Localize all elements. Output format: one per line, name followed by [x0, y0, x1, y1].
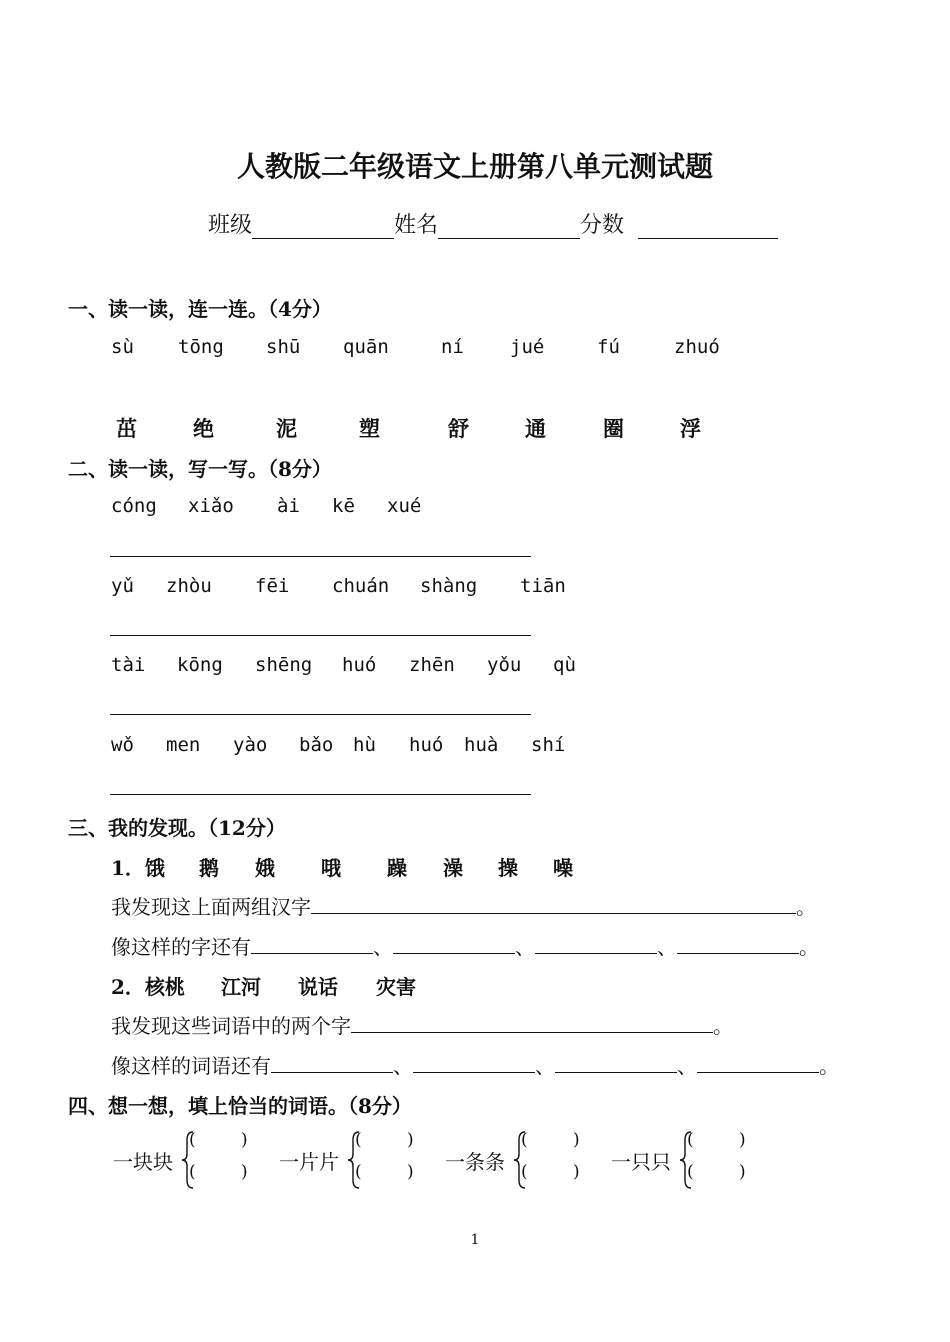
q2-like-line	[111, 1050, 839, 1079]
separator: 、	[535, 1054, 555, 1078]
separator: 、	[657, 935, 677, 959]
pinyin-item: kōng	[177, 654, 223, 676]
pinyin-item: shū	[266, 336, 301, 358]
pinyin-item: tài	[111, 654, 146, 676]
q1-like-text: 像这样的字还有	[111, 935, 251, 959]
name-label: 姓名	[394, 213, 439, 238]
pinyin-item: zhuó	[674, 336, 720, 358]
group-label: 一片片	[279, 1150, 339, 1174]
pinyin-item: qù	[553, 654, 576, 676]
pinyin-item: yǒu	[487, 654, 522, 676]
paren-right: )	[407, 1130, 414, 1150]
pinyin-item: huà	[464, 734, 499, 756]
q1-char: 操	[498, 856, 518, 880]
score-blank[interactable]	[638, 214, 778, 239]
paren-right: )	[739, 1130, 746, 1150]
q1-discover-text: 我发现这上面两组汉字	[111, 895, 311, 919]
paren-left: (	[687, 1162, 694, 1182]
separator: 、	[515, 935, 535, 959]
class-blank[interactable]	[252, 214, 394, 239]
q1-char: 鹅	[199, 856, 219, 880]
pinyin-item: huó	[342, 654, 377, 676]
page-number: 1	[470, 1232, 480, 1248]
match-char[interactable]: 浮	[680, 416, 701, 441]
q2-discover-text: 我发现这些词语中的两个字	[111, 1014, 351, 1038]
q2-like-text: 像这样的词语还有	[111, 1054, 271, 1078]
write-line[interactable]	[110, 714, 531, 715]
q1-label: 1．饿	[111, 856, 165, 880]
section-4-heading: 四、想一想，填上恰当的词语。（8分）	[68, 1094, 412, 1118]
pinyin-item: zhēn	[409, 654, 455, 676]
match-char[interactable]: 绝	[193, 416, 214, 441]
paren-right: )	[739, 1162, 746, 1182]
pinyin-item: hù	[353, 734, 376, 756]
paren-left: (	[687, 1130, 694, 1150]
pinyin-item: tōng	[178, 336, 224, 358]
write-line[interactable]	[110, 635, 531, 636]
pinyin-item: tiān	[520, 575, 566, 597]
pinyin-item: xiǎo	[188, 495, 234, 517]
page-title: 人教版二年级语文上册第八单元测试题	[236, 150, 713, 183]
paren-left: (	[355, 1162, 362, 1182]
q2-word: 灾害	[376, 975, 416, 999]
period: 。	[819, 1054, 839, 1078]
q1-like-line	[111, 931, 819, 960]
pinyin-item: quān	[343, 336, 389, 358]
pinyin-item: sù	[111, 336, 134, 358]
name-blank[interactable]	[438, 214, 580, 239]
group-label: 一块块	[113, 1150, 173, 1174]
pinyin-item: wǒ	[111, 734, 134, 756]
match-char[interactable]: 塑	[359, 416, 380, 441]
group-label: 一条条	[445, 1150, 505, 1174]
pinyin-item: fēi	[255, 575, 290, 597]
pinyin-item: fú	[597, 336, 620, 358]
paren-left: (	[521, 1130, 528, 1150]
answer-blank[interactable]	[413, 1052, 535, 1073]
q2-discover-line	[111, 1010, 733, 1039]
pinyin-item: cóng	[111, 495, 157, 517]
pinyin-item: ní	[441, 336, 464, 358]
pinyin-item: men	[166, 734, 201, 756]
pinyin-item: bǎo	[299, 734, 334, 756]
answer-blank[interactable]	[251, 933, 373, 954]
answer-blank[interactable]	[697, 1052, 819, 1073]
pinyin-item: zhòu	[166, 575, 212, 597]
period: 。	[713, 1014, 733, 1038]
pinyin-item: yǔ	[111, 575, 134, 597]
answer-blank[interactable]	[555, 1052, 677, 1073]
separator: 、	[677, 1054, 697, 1078]
word-group	[113, 1130, 273, 1190]
period: 。	[796, 895, 816, 919]
paren-right: )	[573, 1130, 580, 1150]
group-label: 一只只	[611, 1150, 671, 1174]
section-2-heading: 二、读一读，写一写。（8分）	[68, 457, 332, 481]
q1-char: 澡	[443, 856, 463, 880]
separator: 、	[373, 935, 393, 959]
answer-blank[interactable]	[677, 933, 799, 954]
match-char[interactable]: 通	[525, 416, 546, 441]
pinyin-item: shēng	[255, 654, 313, 676]
paren-right: )	[407, 1162, 414, 1182]
q1-discover-blank[interactable]	[311, 893, 796, 914]
separator: 、	[393, 1054, 413, 1078]
pinyin-item: huó	[409, 734, 444, 756]
match-char[interactable]: 舒	[448, 416, 469, 441]
pinyin-item: ài	[277, 495, 300, 517]
q2-label: 2．核桃	[111, 975, 185, 999]
write-line[interactable]	[110, 556, 531, 557]
match-char[interactable]: 茁	[116, 416, 137, 441]
q2-word: 说话	[298, 975, 338, 999]
period: 。	[799, 935, 819, 959]
pinyin-item: shí	[531, 734, 566, 756]
answer-blank[interactable]	[271, 1052, 393, 1073]
score-label: 分数	[580, 213, 625, 238]
paren-left: (	[521, 1162, 528, 1182]
q1-char: 躁	[387, 856, 407, 880]
word-group	[611, 1130, 771, 1190]
pinyin-item: kē	[332, 495, 355, 517]
match-char[interactable]: 圈	[603, 416, 624, 441]
pinyin-item: shàng	[420, 575, 478, 597]
word-group	[445, 1130, 605, 1190]
pinyin-item: jué	[510, 336, 545, 358]
word-group	[279, 1130, 439, 1190]
header-info	[208, 208, 778, 239]
section-3-heading: 三、我的发现。（12分）	[68, 816, 286, 840]
paren-right: )	[573, 1162, 580, 1182]
q1-char: 娥	[255, 856, 275, 880]
pinyin-item: yào	[233, 734, 268, 756]
write-line[interactable]	[110, 794, 531, 795]
pinyin-item: chuán	[332, 575, 390, 597]
paren-right: )	[241, 1130, 248, 1150]
paren-left: (	[189, 1130, 196, 1150]
class-label: 班级	[208, 213, 253, 238]
match-char[interactable]: 泥	[276, 416, 297, 441]
paren-left: (	[355, 1130, 362, 1150]
q1-char: 噪	[553, 856, 573, 880]
paren-right: )	[241, 1162, 248, 1182]
answer-blank[interactable]	[535, 933, 657, 954]
pinyin-item: xué	[387, 495, 422, 517]
q2-discover-blank[interactable]	[351, 1012, 713, 1033]
section-1-heading: 一、读一读，连一连。（4分）	[68, 297, 332, 321]
paren-left: (	[189, 1162, 196, 1182]
q2-word: 江河	[221, 975, 261, 999]
answer-blank[interactable]	[393, 933, 515, 954]
q1-char: 哦	[321, 856, 341, 880]
q1-discover-line	[111, 891, 816, 920]
